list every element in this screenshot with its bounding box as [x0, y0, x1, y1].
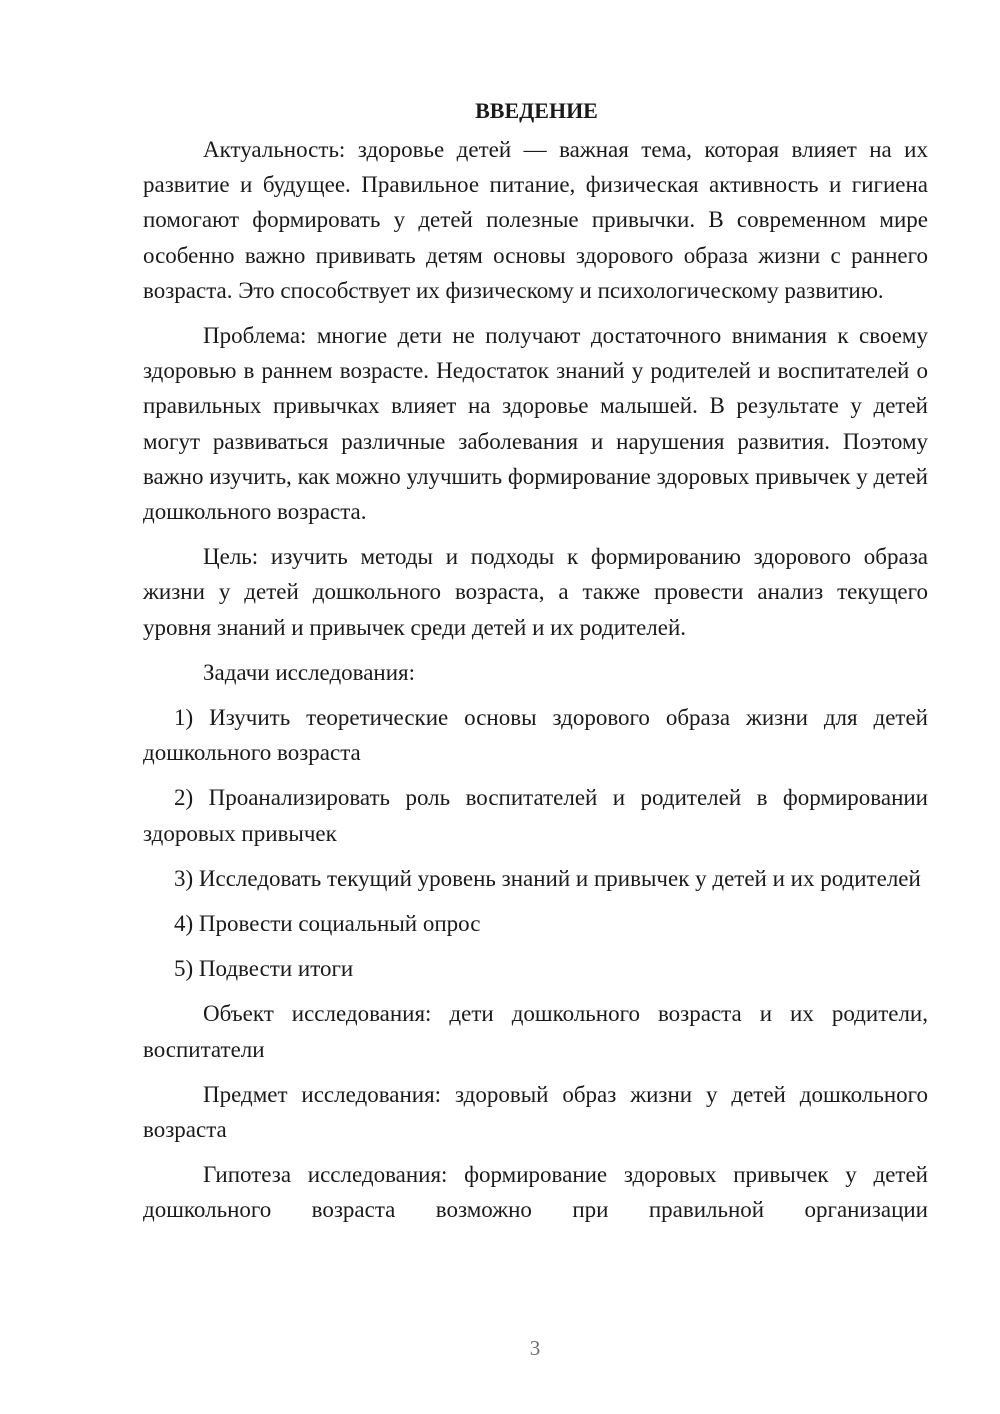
- task-item-2: 2) Проанализировать роль воспитателей и родителей в формировании здоровых привычек: [143, 785, 928, 846]
- hypothesis-paragraph: Гипотеза исследования: формирование здоровых привычек у детей дошкольного возраста возможно при правильной организации: [143, 1162, 928, 1223]
- page-number: 3: [529, 1336, 541, 1360]
- section-heading: ВВЕДЕНИЕ: [475, 98, 598, 123]
- object-paragraph: Объект исследования: дети дошкольного возраста и их родители, воспитатели: [143, 1001, 928, 1062]
- tasks-heading: Задачи исследования:: [203, 659, 416, 685]
- problem-paragraph: Проблема: многие дети не получают достаточного внимания к своему здоровью в раннем возрасте. Недостаток знаний у родителей и воспитателей о правильных привычках влияет на здоровье малышей. В результате у детей могут развиваться различные заболевания и нарушения развития. Поэтому важно изучить, как можно улучшить формирование здоровых привычек у детей дошкольного возраста.: [143, 323, 928, 525]
- goal-paragraph: Цель: изучить методы и подходы к формированию здорового образа жизни у детей дошкольного возраста, а также провести анализ текущего уровня знаний и привычек среди детей и их родителей.: [143, 544, 928, 640]
- task-item-4: 4) Провести социальный опрос: [174, 911, 481, 937]
- task-item-1: 1) Изучить теоретические основы здорового образа жизни для детей дошкольного возраста: [143, 705, 928, 766]
- relevance-paragraph: Актуальность: здоровье детей — важная тема, которая влияет на их развитие и будущее. Правильное питание, физическая активность и гигиена помогают формировать у детей полезные привычки. В современном мире особенно важно прививать детям основы здорового образа жизни с раннего возраста. Это способствует их физическому и психологическому развитию.: [143, 137, 928, 303]
- task-item-3: 3) Исследовать текущий уровень знаний и привычек у детей и их родителей: [174, 865, 921, 891]
- page-content: [143, 96, 928, 1228]
- subject-paragraph: Предмет исследования: здоровый образ жизни у детей дошкольного возраста: [143, 1081, 928, 1143]
- task-item-5: 5) Подвести итоги: [174, 956, 354, 982]
